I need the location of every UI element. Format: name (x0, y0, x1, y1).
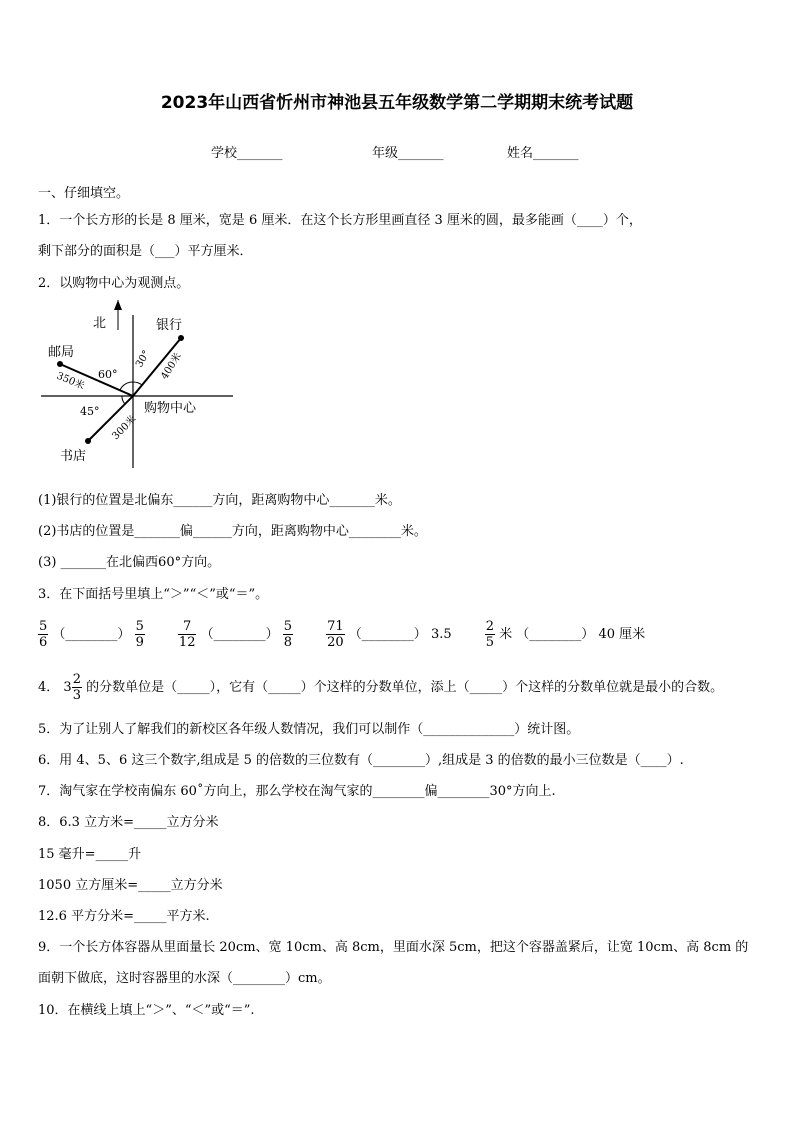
bank-point (178, 335, 184, 341)
unit: 米 (499, 627, 513, 642)
center-label: 购物中心 (144, 401, 197, 416)
q2-sub3: (3) _______在北偏西60°方向。 (38, 555, 221, 570)
fraction: $\frac{71}{20}$ (327, 619, 344, 650)
fraction: $\frac{5}{8}$ (283, 619, 293, 650)
north-label: 北 (93, 316, 107, 331)
distance-350-label: 350米 (54, 370, 86, 393)
post-label: 邮局 (48, 345, 75, 360)
grade-field: 年级_______ (372, 146, 444, 161)
distance-400-label: 400米 (159, 351, 184, 382)
q5-line: 5．为了让别人了解我们的新校区各年级人数情况，我们可以制作（______________）统计图。 (38, 722, 580, 737)
angle-60-label: 60° (98, 368, 118, 381)
value: 40 厘米 (598, 627, 646, 642)
fraction: $\frac{7}{12}$ (178, 619, 196, 650)
distance-300-label: 300米 (110, 413, 139, 443)
q4-line (38, 672, 723, 703)
q8-line-d: 12.6 平方分米=_____平方米. (38, 909, 210, 924)
q2-sub2: (2)书店的位置是_______偏______方向，距离购物中心________米。 (38, 524, 427, 539)
compare-blank: （________） (200, 627, 279, 642)
q8-line-b: 15 毫升=_____升 (38, 847, 142, 862)
compare-blank: （________） (516, 627, 595, 642)
compare-blank: （________） (348, 627, 427, 642)
page-title: 2023年山西省忻州市神池县五年级数学第二学期期末统考试题 (160, 93, 634, 113)
name-field: 姓名_______ (507, 146, 579, 161)
q9-line1: 9．一个长方体容器从里面量长 20cm、宽 10cm、高 8cm，里面水深 5cm，把这个容器盖紧后，让宽 10cm、高 8cm 的 (38, 940, 749, 955)
value: 3.5 (430, 627, 452, 642)
angle-arc-60 (120, 382, 133, 390)
shop-point (85, 438, 91, 444)
q8-line-c: 1050 立方厘米=_____立方分米 (38, 878, 223, 893)
question-number: 4． (38, 680, 60, 695)
q4-text: 的分数单位是（_____），它有（_____）个这样的分数单位，添上（_____）个这样的分数单位就是最小的合数。 (86, 680, 724, 695)
q1-line1: 1．一个长方形的长是 8 厘米，宽是 6 厘米．在这个长方形里画直径 3 厘米的圆，最多能画（____）个， (38, 213, 642, 228)
q2-intro: 2．以购物中心为观测点。 (38, 276, 190, 291)
school-field: 学校_______ (211, 146, 283, 161)
post-point (57, 361, 63, 367)
bank-label: 银行 (156, 318, 183, 333)
q10-line: 10．在横线上填上“＞”、“＜”或“＝”. (38, 1003, 255, 1018)
angle-arc-45 (122, 396, 125, 404)
q2-sub1: (1)银行的位置是北偏东______方向，距离购物中心_______米。 (38, 493, 401, 508)
fraction: $\frac{5}{6}$ (39, 619, 48, 650)
fraction: $\frac{2}{5}$ (485, 619, 494, 650)
angle-arc-30 (133, 382, 142, 385)
q1-line2: 剩下部分的面积是（___）平方厘米． (38, 244, 253, 259)
q6-line: 6．用 4、5、6 这三个数字,组成是 5 的倍数的三位数有（________）,组成是 3 的倍数的最小三位数是（____）. (38, 753, 684, 768)
angle-45-label: 45° (80, 405, 100, 418)
section-heading: 一、仔细填空。 (38, 186, 130, 201)
mixed-number: 3 $\frac{2}{3}$ (63, 672, 81, 703)
direction-diagram (38, 300, 238, 470)
q3-intro: 3．在下面括号里填上“＞”“＜”或“＝”。 (38, 587, 269, 602)
fraction: $\frac{5}{9}$ (135, 619, 144, 650)
q3-comparisons (38, 619, 645, 650)
shop-label: 书店 (60, 449, 87, 464)
angle-30-label: 30° (134, 348, 153, 370)
q7-line: 7．淘气家在学校南偏东 60˚方向上，那么学校在淘气家的________偏________30°方向上. (38, 784, 556, 799)
q8-line-a: 8．6.3 立方米=_____立方分米 (38, 815, 219, 830)
q9-line2: 面朝下做底，这时容器里的水深（________）cm。 (38, 971, 331, 986)
north-arrow-head (114, 300, 122, 310)
compare-blank: （________） (52, 627, 131, 642)
